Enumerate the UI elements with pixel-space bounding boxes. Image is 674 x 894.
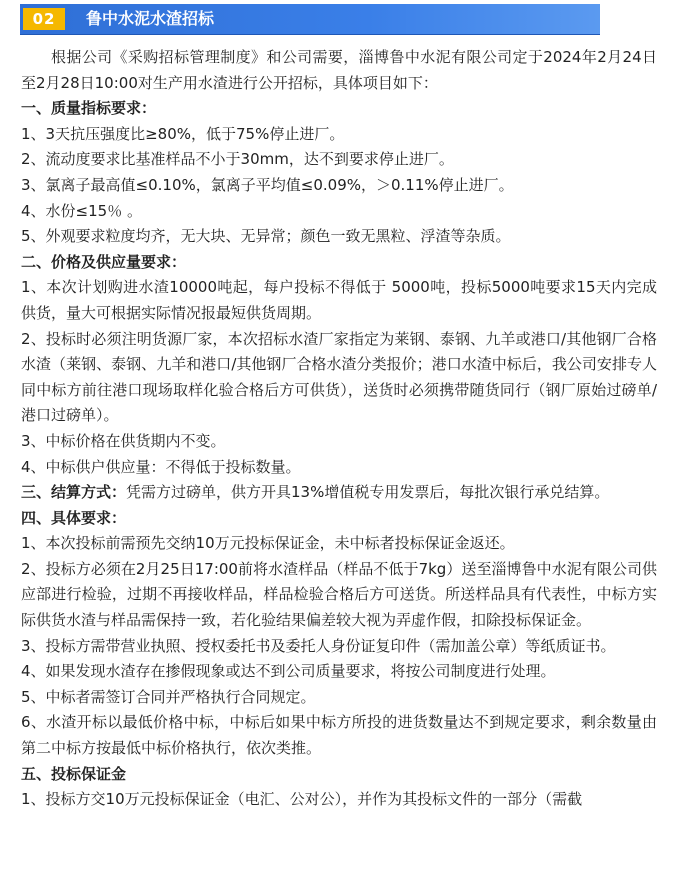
list-item: 1、3天抗压强度比≥80%，低于75%停止进厂。 — [21, 124, 345, 143]
settlement-text: 凭需方过磅单，供方开具13%增值税专用发票后，每批次银行承兑结算。 — [126, 483, 610, 502]
section-heading-requirements: 四、具体要求： — [21, 508, 127, 527]
section-title: 鲁中水泥水渣招标 — [86, 9, 215, 28]
section-heading-deposit: 五、投标保证金 — [21, 764, 127, 783]
list-item: 5、外观要求粒度均齐，无大块、无异常；颜色一致无黑粒、浮渣等杂质。 — [21, 227, 511, 246]
article-body — [21, 45, 657, 813]
list-item: 2、投标方必须在2月25日17:00前将水渣样品（样品不低于7kg）送至淄博鲁中水泥有限公司供应部进行检验，过期不再接收样品，样品检验合格后方可送货。所送样品具有代表性，中标方实际供货水渣与样品需保持一致，若化验结果偏差较大视为弄虚作假，扣除投标保证金。 — [21, 559, 657, 630]
list-item: 6、水渣开标以最低价格中标，中标后如果中标方所投的进货数量达不到规定要求，剩余数量由第二中标方按最低中标价格执行，依次类推。 — [21, 713, 657, 758]
intro-paragraph: 根据公司《采购招标管理制度》和公司需要，淄博鲁中水泥有限公司定于2024年2月24日至2月28日10:00对生产用水渣进行公开招标，具体项目如下： — [21, 48, 657, 92]
section-heading-price-supply: 二、价格及供应量要求： — [21, 252, 187, 271]
list-item: 4、中标供户供应量：不得低于投标数量。 — [21, 457, 301, 476]
section-heading-settlement: 三、结算方式： — [21, 483, 127, 502]
list-item: 3、氯离子最高值≤0.10%，氯离子平均值≤0.09%，＞0.11%停止进厂。 — [21, 175, 514, 194]
settlement-paragraph — [21, 480, 657, 506]
list-item: 4、如果发现水渣存在掺假现象或达不到公司质量要求，将按公司制度进行处理。 — [21, 662, 556, 681]
list-item: 2、投标时必须注明货源厂家，本次招标水渣厂家指定为莱钢、泰钢、九羊或港口/其他钢厂合格水渣（莱钢、泰钢、九羊和港口/其他钢厂合格水渣分类报价；港口水渣中标后，我公司安排专人同中标方前往港口现场取样化验合格后方可供货），送货时必须携带随货同行（钢厂原始过磅单/港口过磅单）。 — [21, 329, 657, 425]
list-item: 1、投标方交10万元投标保证金（电汇、公对公），并作为其投标文件的一部分（需截 — [21, 790, 583, 809]
list-item: 3、投标方需带营业执照、授权委托书及委托人身份证复印件（需加盖公章）等纸质证书。 — [21, 636, 616, 655]
section-header-bar — [20, 4, 600, 34]
section-number-badge: 02 — [23, 8, 65, 30]
list-item: 1、本次投标前需预先交纳10万元投标保证金，未中标者投标保证金返还。 — [21, 534, 515, 553]
list-item: 5、中标者需签订合同并严格执行合同规定。 — [21, 687, 316, 706]
list-item: 3、中标价格在供货期内不变。 — [21, 431, 226, 450]
list-item: 2、流动度要求比基准样品不小于30mm，达不到要求停止进厂。 — [21, 150, 454, 169]
list-item: 4、水份≤15％ 。 — [21, 201, 142, 220]
section-heading-quality: 一、质量指标要求： — [21, 99, 157, 118]
list-item: 1、本次计划购进水渣10000吨起，每户投标不得低于 5000吨，投标5000吨要求15天内完成供货，量大可根据实际情况报最短供货周期。 — [21, 278, 657, 322]
